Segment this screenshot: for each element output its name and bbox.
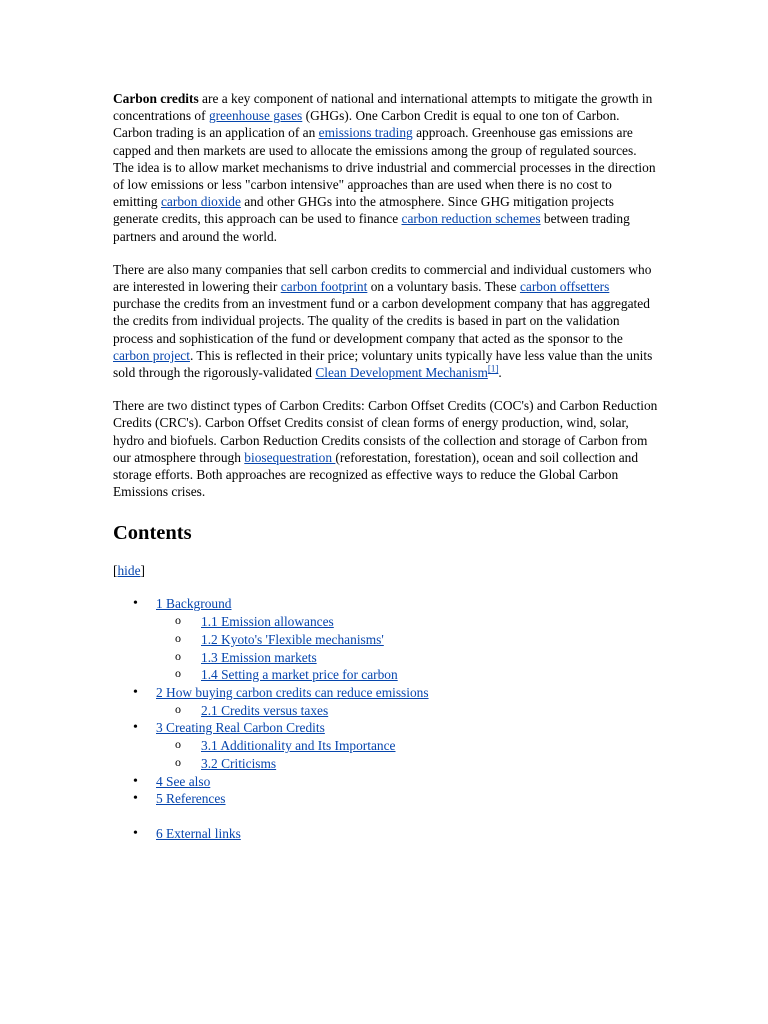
toc-item	[113, 613, 658, 631]
link-carbon-dioxide[interactable]: carbon dioxide	[160, 194, 241, 210]
toc-toggle: [hide]	[113, 563, 145, 579]
toc-link-criticisms[interactable]: 3.2 Criticisms	[201, 755, 277, 771]
toc-link-kyoto-flexible-mechanisms[interactable]: 1.2 Kyoto's 'Flexible mechanisms'	[201, 631, 384, 647]
toc-item	[113, 631, 658, 649]
toc-item	[113, 595, 658, 613]
toc-link-external-links[interactable]: 6 External links	[156, 825, 241, 841]
toc-item	[113, 702, 658, 720]
toc-link-credits-versus-taxes[interactable]: 2.1 Credits versus taxes	[201, 702, 329, 718]
link-emissions-trading[interactable]: emissions trading	[318, 125, 413, 141]
toc-link-buying-credits[interactable]: 2 How buying carbon credits can reduce emissions	[156, 684, 429, 700]
intro-paragraph-1: Carbon credits are a key component of national and international attempts to mitigate the growth in concentrations of greenhouse gases (GHGs). One Carbon Credit is equal to one ton of Carbon. Carbon trading is an application of an emissions trading approach. Greenhouse gas emissions are capped and then markets are used to allocate the emissions among the group of regulated sources. The idea is to allow market mechanisms to drive industrial and commercial processes in the direction of low emissions or less "carbon intensive" approaches than are used when there is no cost to emitting carbon dioxide and other GHGs into the atmosphere. Since GHG mitigation projects generate credits, this approach can be used to finance carbon reduction schemes between trading partners and around the world.	[113, 91, 656, 244]
contents-heading: Contents	[113, 522, 192, 545]
toc-item	[113, 649, 658, 667]
toc-item	[113, 666, 658, 684]
article-page	[113, 90, 658, 843]
table-of-contents	[113, 595, 658, 842]
toc-link-references[interactable]: 5 References	[156, 791, 226, 807]
hide-toc-link[interactable]: hide	[117, 563, 141, 579]
toc-item	[113, 755, 658, 773]
link-carbon-reduction-schemes[interactable]: carbon reduction schemes	[401, 211, 541, 227]
toc-link-creating-credits[interactable]: 3 Creating Real Carbon Credits	[156, 720, 325, 736]
toc-item	[113, 737, 658, 755]
toc-item	[113, 825, 658, 843]
toc-link-additionality[interactable]: 3.1 Additionality and Its Importance	[201, 738, 396, 754]
intro-paragraph-3: There are two distinct types of Carbon Credits: Carbon Offset Credits (COC's) and Carbon Reduction Credits (CRC's). Carbon Offset Credits consist of clean forms of energy production, wind, solar, hydro and biofuels. Carbon Reduction Credits consists of the collection and storage of Carbon from our atmosphere through biosequestration (reforestation, forestation), ocean and soil collection and storage efforts. Both approaches are recognized as effective ways to reduce the Global Carbon Emissions crises.	[113, 398, 658, 500]
toc-link-background[interactable]: 1 Background	[156, 596, 232, 612]
link-carbon-offsetters[interactable]: carbon offsetters	[519, 279, 610, 295]
link-greenhouse-gases[interactable]: greenhouse gases	[208, 108, 303, 124]
toc-link-see-also[interactable]: 4 See also	[156, 773, 211, 789]
link-clean-development-mechanism[interactable]: Clean Development Mechanism	[315, 365, 488, 381]
article-term: Carbon credits	[113, 91, 199, 106]
toc-item	[113, 773, 658, 791]
toc-link-emission-markets[interactable]: 1.3 Emission markets	[201, 649, 317, 665]
toc-link-emission-allowances[interactable]: 1.1 Emission allowances	[201, 614, 334, 630]
toc-link-market-price[interactable]: 1.4 Setting a market price for carbon	[201, 667, 398, 683]
toc-item	[113, 790, 658, 808]
intro-paragraph-2: There are also many companies that sell carbon credits to commercial and individual customers who are interested in lowering their carbon footprint on a voluntary basis. These carbon offsetters purchase the credits from an investment fund or a carbon development company that has aggregated the credits from individual projects. The quality of the credits is based in part on the validation process and sophistication of the fund or development company that acted as the sponsor to the carbon project. This is reflected in their price; voluntary units typically have less value than the units sold through the rigorously-validated Clean Development Mechanism[1].	[113, 261, 653, 381]
link-carbon-footprint[interactable]: carbon footprint	[280, 279, 368, 295]
link-carbon-project[interactable]: carbon project	[113, 347, 190, 363]
toc-item	[113, 719, 658, 737]
link-biosequestration[interactable]: biosequestration	[244, 449, 336, 465]
toc-item	[113, 684, 658, 702]
reference-link-1[interactable]: [1]	[487, 363, 499, 374]
